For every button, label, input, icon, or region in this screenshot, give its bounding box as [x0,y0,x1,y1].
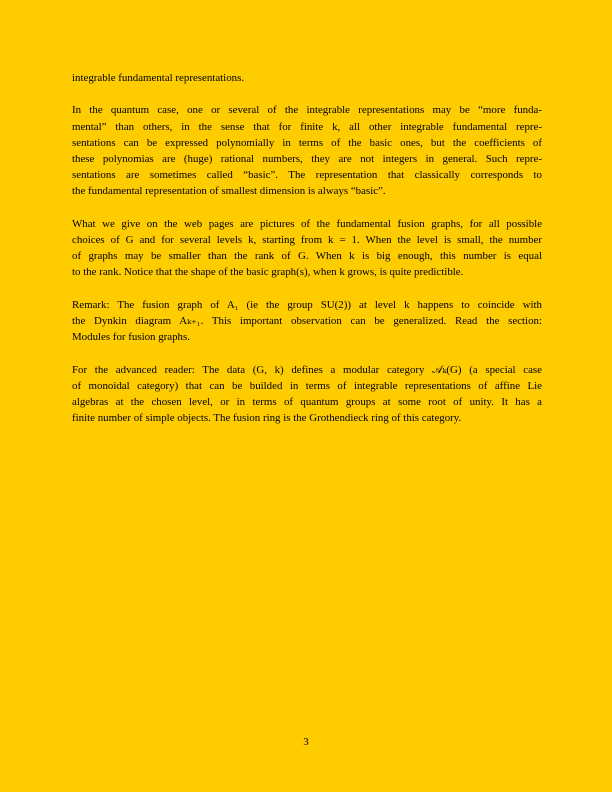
text-line: the Dynkin diagram Aₖ₊₁. This important observation can be generalized. Read the section: [72,315,542,327]
text-line: to the rank. Notice that the shape of the basic graph(s), when k grows, is quite predictible. [72,266,464,279]
text-line: For the advanced reader: The data (G, k) defines a modular category 𝒜ₖ(G) (a special case [72,363,542,376]
paragraph-web-pages [72,216,542,281]
text-line: sentations are sometimes called “basic”. The representation that classically corresponds to [72,169,542,182]
text-line: integrable fundamental representations. [72,72,245,84]
page-number: 3 [303,736,309,748]
text-line: mental” than others, in the sense that for finite k, all other integrable fundamental repre- [72,120,542,133]
text-line: of graphs may be smaller than the rank of G. When k is big enough, this number is equal [72,250,542,263]
paragraph-intro-continuation [72,70,542,86]
paragraph-remark [72,297,542,346]
paragraph-advanced-reader [72,362,542,427]
text-line: sentations can be expressed polynomially in terms of the basic ones, but the coefficients of [72,136,542,149]
text-line: In the quantum case, one or several of the integrable representations may be “more funda- [72,104,542,117]
text-line: What we give on the web pages are pictures of the fundamental fusion graphs, for all possible [72,217,542,230]
text-line: the fundamental representation of smallest dimension is always “basic”. [72,185,386,198]
page-body [72,70,542,443]
text-line: finite number of simple objects. The fusion ring is the Grothendieck ring of this category. [72,412,462,425]
text-line: of monoidal category) that can be builded in terms of integrable representations of affine Lie [72,379,542,392]
text-line: Remark: The fusion graph of A₁ (ie the group SU(2)) at level k happens to coincide with [72,298,542,311]
text-line: choices of G and for several levels k, starting from k = 1. When the level is small, the number [72,234,542,246]
text-line: algebras at the chosen level, or in terms of quantum groups at some root of unity. It has a [72,396,542,408]
text-line: Modules for fusion graphs. [72,331,190,344]
text-line: these polynomias are (huge) rational numbers, they are not integers in general. Such repre- [72,153,542,165]
paragraph-quantum-case [72,102,542,199]
